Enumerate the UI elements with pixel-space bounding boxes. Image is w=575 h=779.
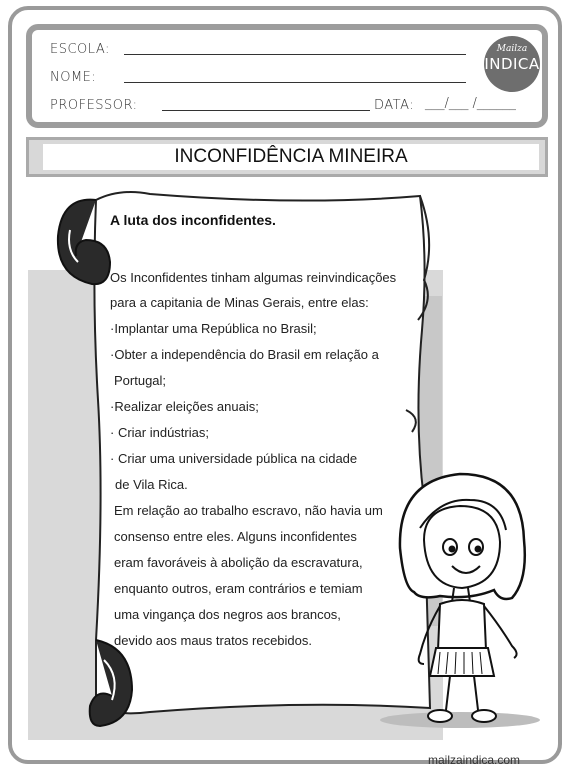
logo-text-bottom: INDICA	[484, 55, 540, 73]
passage-line: ·Obter a independência do Brasil em relação a	[110, 347, 379, 362]
passage-line: consenso entre eles. Alguns inconfidentes	[114, 529, 357, 544]
date-blanks: ___/___ /______	[425, 96, 516, 111]
passage-line: de Vila Rica.	[115, 477, 188, 492]
passage-line: Em relação ao trabalho escravo, não havia um	[114, 503, 383, 518]
passage-line: Portugal;	[114, 373, 167, 388]
logo-text-top: Mailza	[496, 44, 528, 54]
passage-line: Os Inconfidentes tinham algumas reinvindicações	[110, 270, 397, 285]
passage-line: uma vingança dos negros aos brancos,	[114, 607, 341, 622]
footer-website: mailzaindica.com	[428, 753, 521, 767]
passage-line: enquanto outros, eram contrários e temiam	[114, 581, 363, 596]
date-label: DATA:	[374, 98, 415, 113]
passage-line: ·Realizar eleições anuais;	[110, 399, 259, 414]
passage-line: · Criar indústrias;	[110, 425, 209, 440]
teacher-label: PROFESSOR:	[50, 98, 138, 113]
passage-heading: A luta dos inconfidentes.	[110, 212, 276, 228]
passage-line: devido aos maus tratos recebidos.	[114, 633, 312, 648]
page-title: INCONFIDÊNCIA MINEIRA	[43, 144, 539, 170]
passage-line: ·Implantar uma República no Brasil;	[110, 321, 317, 336]
school-label: ESCOLA:	[50, 42, 110, 57]
passage-line: para a capitania de Minas Gerais, entre elas:	[110, 295, 369, 310]
passage-line: · Criar uma universidade pública na cidade	[110, 451, 358, 466]
passage-line: eram favoráveis à abolição da escravatura,	[114, 555, 363, 570]
name-label: NOME:	[50, 70, 97, 85]
